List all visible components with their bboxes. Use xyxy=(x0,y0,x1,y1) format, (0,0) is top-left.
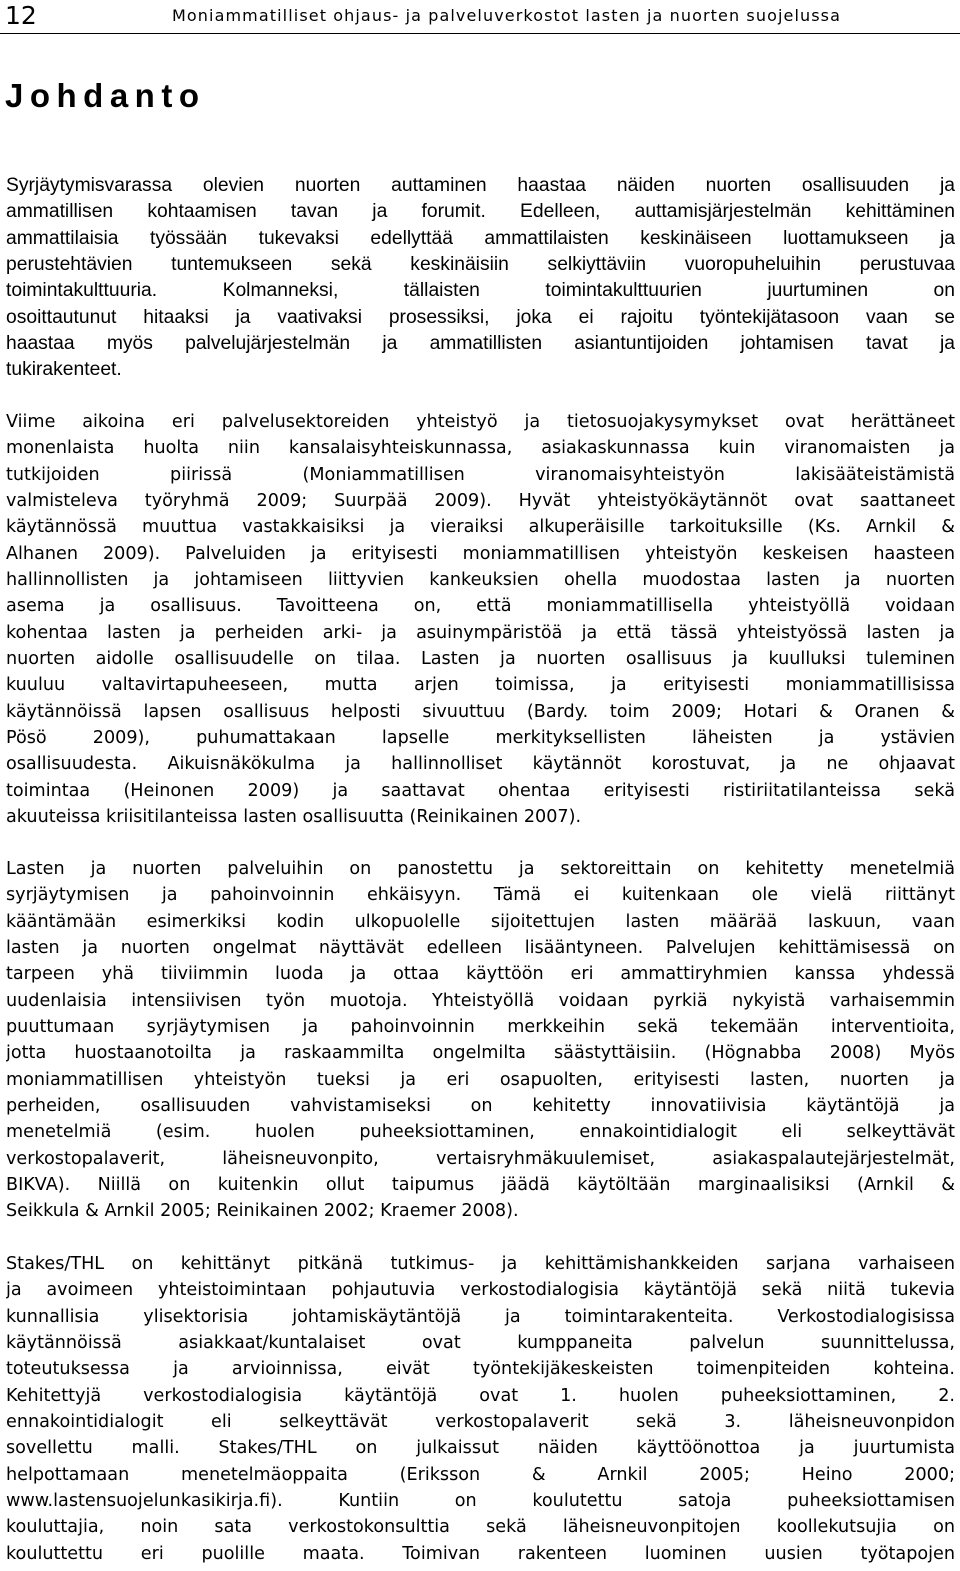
text-line: Kehitettyjä verkostodialogisia käytäntöjä ovat 1. huolen puheeksiottaminen, 2. xyxy=(6,1385,955,1406)
text-line: verkostopalaverit, läheisneuvonpito, vertaisryhmäkuulemiset, asiakaspalautejärjestelmät, xyxy=(6,1148,955,1169)
page-header xyxy=(0,0,960,34)
text-line: www.lastensuojelunkasikirja.fi). Kuntiin on koulutettu satoja puheeksiottamisen xyxy=(6,1491,955,1512)
text-line: valmisteleva työryhmä 2009; Suurpää 2009). Hyvät yhteistyökäytännöt ovat saattaneet xyxy=(6,491,955,512)
paragraph-4 xyxy=(6,1251,955,1567)
paragraph-3 xyxy=(6,856,955,1225)
text-line: tutkijoiden piirissä (Moniammatillisen viranomaisyhteistyön lakisääteistämistä xyxy=(6,464,955,485)
text-line: osallisuudesta. Aikuisnäkökulma ja hallinnolliset käytännöt korostuvat, ja ne ohjaavat xyxy=(6,754,955,775)
text-line: toimintaa (Heinonen 2009) ja saattavat ohentaa erityisesti ristiriitatilanteissa sekä xyxy=(6,780,955,801)
text-line: moniammatillisen yhteistyön tueksi ja eri osapuolten, erityisesti lasten, nuorten ja xyxy=(6,1069,955,1090)
text-line: asema ja osallisuus. Tavoitteena on, että moniammatillisella yhteistyöllä voidaan xyxy=(6,596,955,617)
text-line: Viime aikoina eri palvelusektoreiden yhteistyö ja tietosuojakysymykset ovat herättäneet xyxy=(6,412,955,432)
running-title: Moniammatilliset ohjaus- ja palveluverkostot lasten ja nuorten suojelussa xyxy=(172,6,842,25)
text-line: syrjäytymisen ja pahoinvoinnin ehkäisyyn. Tämä ei kuitenkaan ole vielä riittänyt xyxy=(6,885,955,906)
text-line: lasten ja nuorten ongelmat näyttävät edelleen lisääntyneen. Palvelujen kehittämisessä on xyxy=(6,938,955,959)
text-line: Alhanen 2009). Palveluiden ja erityisesti moniammatillisen yhteistyön keskeisen haasteen xyxy=(6,543,955,564)
text-line: jotta huostaanotoilta ja raskaammilta ongelmilta säästyttäisiin. (Högnabba 2008) Myös xyxy=(6,1043,955,1064)
text-line: toteutuksessa ja arvioinnissa, eivät työntekijäkeskeisten toimenpiteiden kohteina. xyxy=(6,1359,955,1380)
text-line: käytännöissä asiakkaat/kuntalaiset ovat kumppaneita palvelun suunnittelussa, xyxy=(6,1333,955,1354)
text-line: sovellettu malli. Stakes/THL on julkaissut näiden käyttöönottoa ja juurtumista xyxy=(6,1438,955,1459)
text-line: Pösö 2009), puhumattakaan lapselle merkityksellisten läheisten ja ystävien xyxy=(6,728,955,749)
text-line: monenlaista huolta niin kansalaisyhteiskunnassa, asiakaskunnassa kuin viranomaisten ja xyxy=(6,438,955,459)
text-line: kääntämään esimerkiksi kodin ulkopuolelle sijoitettujen lasten määrää laskuun, vaan xyxy=(6,911,955,932)
paragraph-2 xyxy=(6,409,955,831)
text-line: puuttumaan syrjäytymisen ja pahoinvoinnin merkkeihin sekä tekemään interventioita, xyxy=(6,1017,955,1038)
text-line: hallinnollisten ja johtamiseen liittyvien kankeuksien ohella muodostaa lasten ja nuorten xyxy=(6,570,955,591)
text-line: toimintakulttuuria. Kolmanneksi, tällaisten toimintakulttuurien juurtuminen on xyxy=(6,280,955,302)
text-line: akuuteissa kriisitilanteissa lasten osallisuutta (Reinikainen 2007). xyxy=(6,807,582,828)
text-line: uudenlaisia intensiivisen työn muotoja. Yhteistyöllä voidaan pyrkiä nykyistä varhaisemmin xyxy=(6,990,955,1011)
text-line: perheiden, osallisuuden vahvistamiseksi on kehitetty innovatiivisia käytäntöjä ja xyxy=(6,1096,955,1117)
text-line: käytännössä muuttua vastakkaisiksi ja vieraiksi alkuperäisille tarkoituksille (Ks. Arnkil & xyxy=(6,517,955,538)
text-line: kunnallisia ylisektorisia johtamiskäytäntöjä ja toimintarakenteita. Verkostodialogisissa xyxy=(6,1306,955,1327)
text-line: ammatillisen kohtaamisen tavan ja forumit. Edelleen, auttamisjärjestelmän kehittäminen xyxy=(6,201,955,223)
page-number: 12 xyxy=(5,1,37,30)
text-line: helpottamaan menetelmäoppaita (Eriksson & Arnkil 2005; Heino 2000; xyxy=(6,1464,955,1485)
text-line: tarpeen yhä tiiviimmin luoda ja ottaa käyttöön eri ammattiryhmien kanssa yhdessä xyxy=(6,964,955,985)
text-line: osoittautunut hitaaksi ja vaativaksi prosessiksi, joka ei rajoitu työntekijätasoon vaan se xyxy=(6,306,955,328)
text-line: perustehtävien tuntemukseen sekä keskinäisiin selkiyttäviin vuoropuheluihin perustuvaa xyxy=(6,254,955,276)
text-line: ja avoimeen yhteistoimintaan pohjautuvia verkostodialogisia käytäntöjä sekä niitä tukevia xyxy=(6,1280,955,1301)
text-line: menetelmiä (esim. huolen puheeksiottaminen, ennakointidialogit eli selkeyttävät xyxy=(6,1122,955,1143)
text-line: haastaa myös palvelujärjestelmän ja ammatillisten asiantuntijoiden johtamisen tavat ja xyxy=(6,333,955,355)
text-line: Seikkula & Arnkil 2005; Reinikainen 2002; Kraemer 2008). xyxy=(6,1201,519,1222)
text-line: ennakointidialogit eli selkeyttävät verkostopalaverit sekä 3. läheisneuvonpidon xyxy=(6,1412,955,1433)
text-line: Syrjäytymisvarassa olevien nuorten auttaminen haastaa näiden nuorten osallisuuden ja xyxy=(6,175,955,196)
text-line: nuorten aidolle osallisuudelle on tilaa. Lasten ja nuorten osallisuus ja kuulluksi tuleminen xyxy=(6,649,955,670)
text-line: kouluttajia, noin sata verkostokonsulttia sekä läheisneuvonpitojen koollekutsujia on xyxy=(6,1517,955,1538)
text-line: kohentaa lasten ja perheiden arki- ja asuinympäristöä ja että tässä yhteistyössä lasten ja xyxy=(6,622,955,643)
text-line: BIKVA). Niillä on kuitenkin ollut taipumus jäädä käytöltään marginaalisiksi (Arnkil & xyxy=(6,1175,955,1196)
text-line: ammattilaisia työssään tukevaksi edellyttää ammattilaisten keskinäiseen luottamukseen ja xyxy=(6,227,955,249)
chapter-title: Johdanto xyxy=(5,77,206,114)
text-line: Stakes/THL on kehittänyt pitkänä tutkimus- ja kehittämishankkeiden sarjana varhaiseen xyxy=(6,1254,955,1274)
header-divider xyxy=(0,33,960,34)
text-line: kuuluu valtavirtapuheeseen, mutta arjen toimissa, ja erityisesti moniammatillisissa xyxy=(6,675,955,696)
text-line: kouluttettu eri puolille maata. Toimivan rakenteen luominen uusien työtapojen xyxy=(6,1543,955,1564)
text-line: käytännöissä lapsen osallisuus helposti sivuuttuu (Bardy. toim 2009; Hotari & Oranen & xyxy=(6,701,955,722)
text-line: Lasten ja nuorten palveluihin on panostettu ja sektoreittain on kehitetty menetelmiä xyxy=(6,859,955,879)
paragraph-1 xyxy=(6,173,955,384)
text-line: tukirakenteet. xyxy=(6,359,122,381)
